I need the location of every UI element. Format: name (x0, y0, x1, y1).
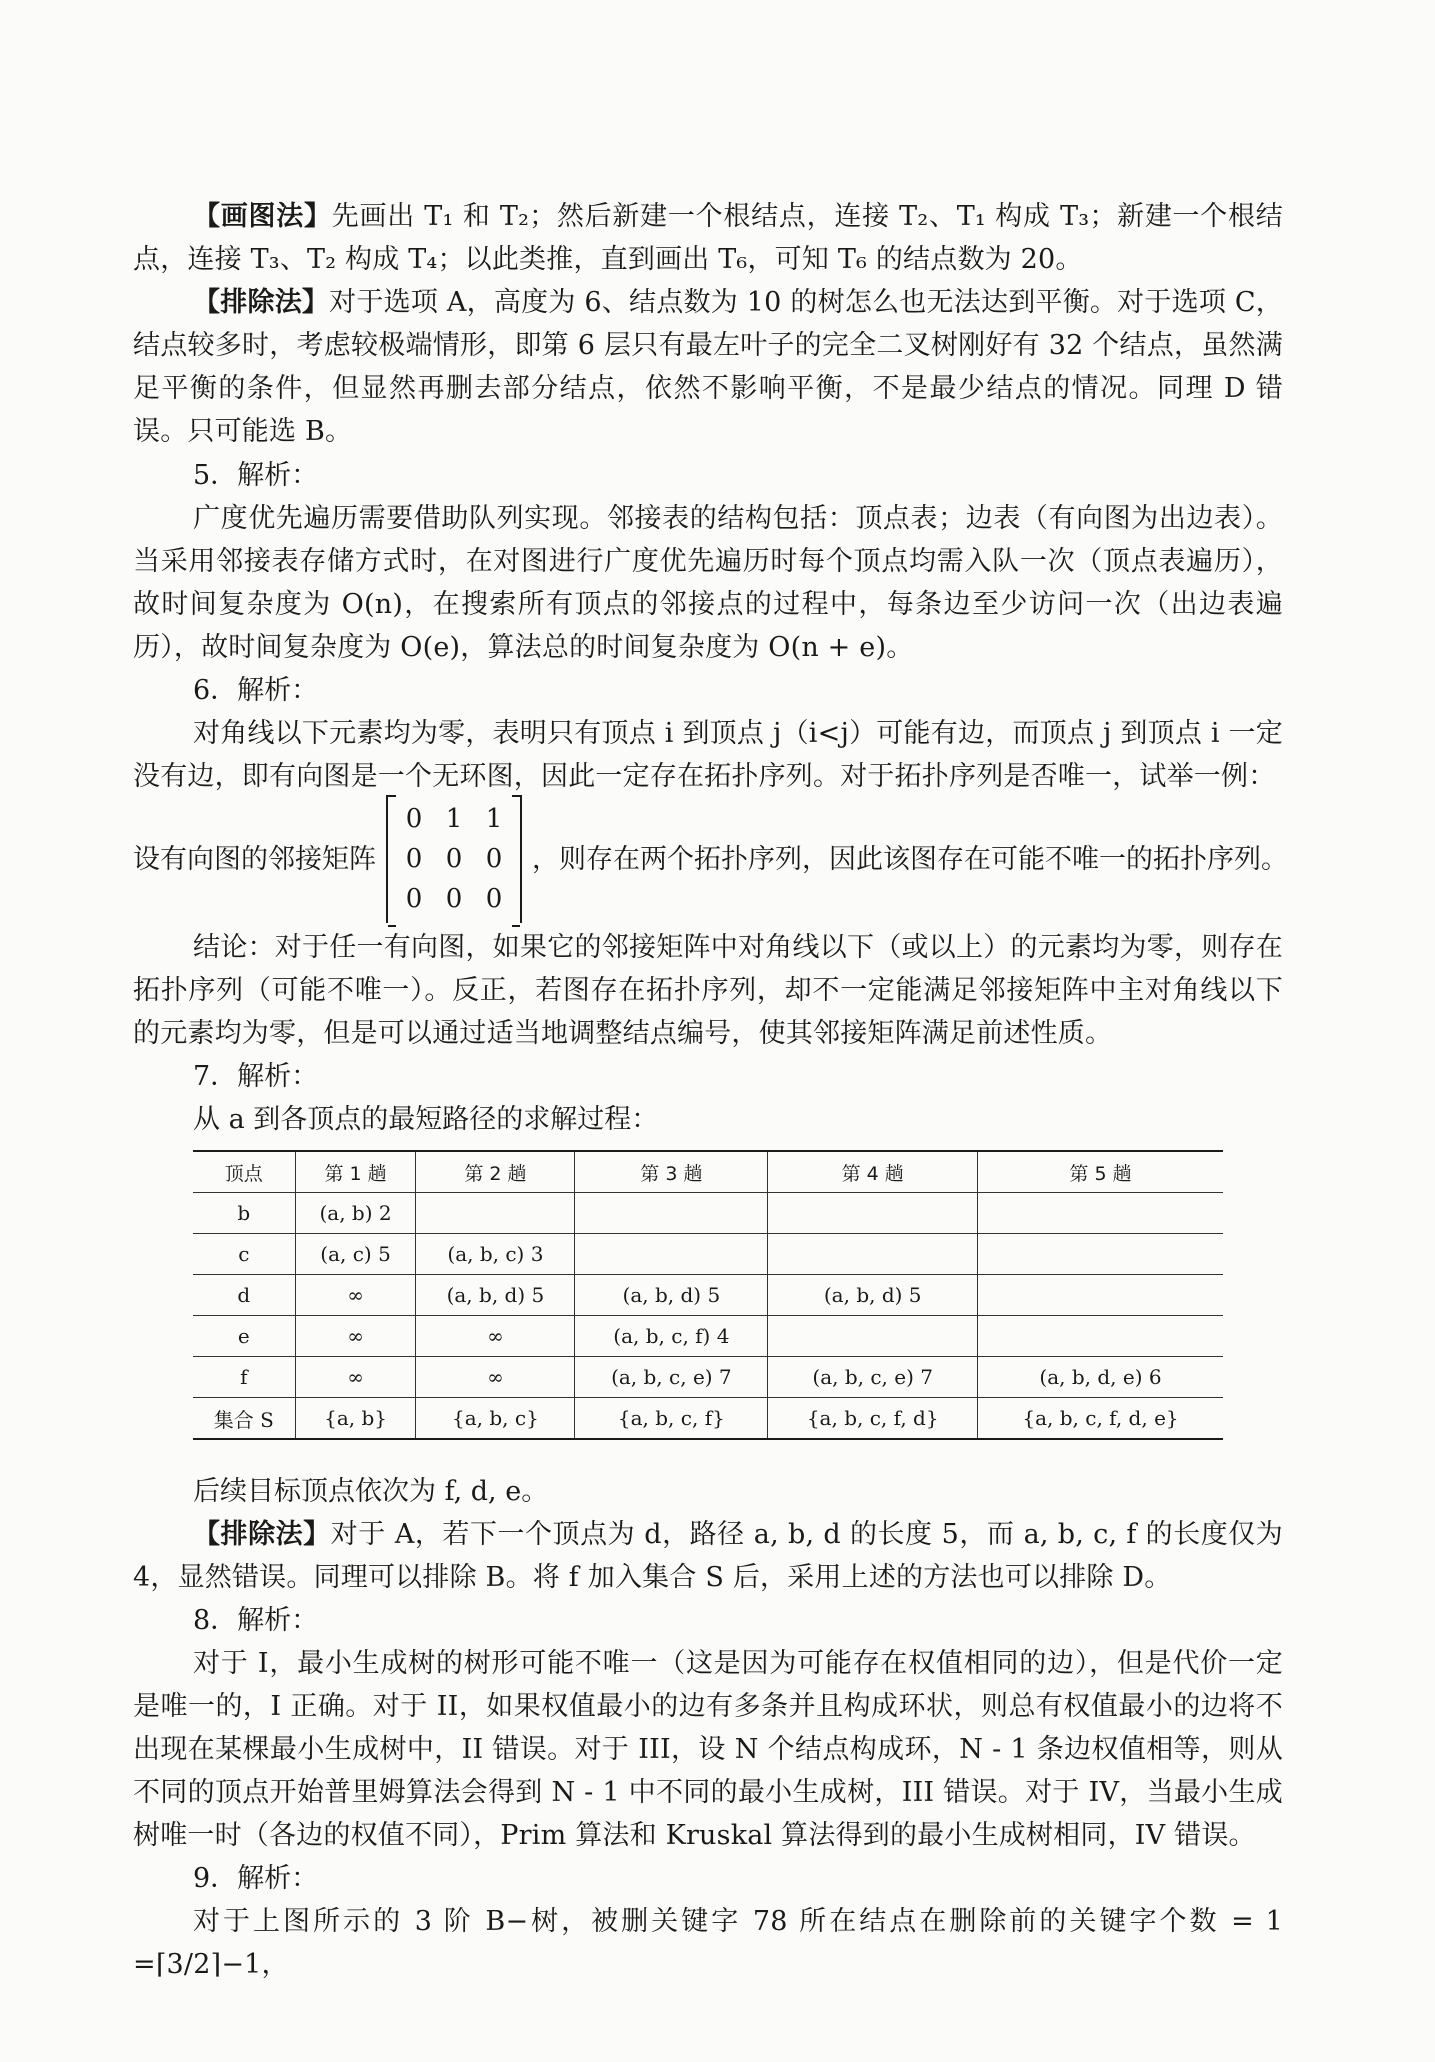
matrix-lead-text: 设有向图的邻接矩阵 (133, 843, 376, 875)
table-cell: ∞ (295, 1316, 416, 1357)
section-heading-8: 8．解析： (193, 1605, 319, 1636)
matrix-cell: 1 (485, 804, 503, 834)
section-heading-9: 9．解析： (193, 1863, 319, 1894)
matrix-cell: 1 (445, 804, 463, 834)
shortest-path-table (193, 1150, 1223, 1440)
paragraph-drawing-method (133, 195, 1283, 281)
table-cell: (a, b, d) 5 (416, 1275, 575, 1316)
matrix-cell: 0 (405, 844, 423, 874)
table-header-cell: 第 5 趟 (978, 1151, 1223, 1193)
table-cell: (a, b, c) 3 (416, 1234, 575, 1275)
paragraph-8: 对于 I，最小生成树的树形可能不唯一（这是因为可能存在权值相同的边），但是代价一定是唯一的，I 正确。对于 II，如果权值最小的边有多条并且构成环状，则总有权值最小的边将不出现在某棵最小生成树中，II 错误。对于 III，设 N 个结点构成环，N - 1 条边权值相等，则从不同的顶点开始普里姆算法会得到 N - 1 中不同的最小生成树，III 错误。对于 IV，当最小生成树唯一时（各边的权值不同），Prim 算法和 Kruskal 算法得到的最小生成树相同，IV 错误。 (133, 1648, 1283, 1851)
table-cell: {a, b, c, f, d} (768, 1398, 978, 1440)
matrix-cell: 0 (445, 844, 463, 874)
table-header-cell: 第 1 趟 (295, 1151, 416, 1193)
table-header-cell: 第 4 趟 (768, 1151, 978, 1193)
table-row (193, 1275, 1223, 1316)
table-cell: ∞ (295, 1275, 416, 1316)
paragraph-9: 对于上图所示的 3 阶 B−树，被删关键字 78 所在结点在删除前的关键字个数 = 1 =⌈3/2⌉−1， (133, 1906, 1283, 1980)
paragraph-5: 广度优先遍历需要借助队列实现。邻接表的结构包括：顶点表；边表（有向图为出边表）。当采用邻接表存储方式时，在对图进行广度优先遍历时每个顶点均需入队一次（顶点表遍历），故时间复杂度为 O(n)，在搜索所有顶点的邻接点的过程中，每条边至少访问一次（出边表遍历），故时间复杂度为 O(e)，算法总的时间复杂度为 O(n + e)。 (133, 503, 1283, 663)
table-cell (768, 1193, 978, 1234)
paragraph-7-elimination (133, 1513, 1283, 1599)
table-header-cell: 顶点 (193, 1151, 295, 1193)
table-cell: (a, b, d, e) 6 (978, 1357, 1223, 1398)
matrix-cell: 0 (485, 844, 503, 874)
table-cell (768, 1316, 978, 1357)
table-cell (978, 1234, 1223, 1275)
table-cell: d (193, 1275, 295, 1316)
table-cell: f (193, 1357, 295, 1398)
table-cell (978, 1193, 1223, 1234)
table-cell: ∞ (416, 1357, 575, 1398)
table-cell: (a, b, c, e) 7 (575, 1357, 768, 1398)
table-cell: (a, b) 2 (295, 1193, 416, 1234)
method-tag: 【画图法】 (193, 201, 332, 232)
matrix-example-row (133, 795, 1288, 923)
table-cell: (a, b, d) 5 (768, 1275, 978, 1316)
table-cell: (a, b, d) 5 (575, 1275, 768, 1316)
adjacency-matrix (386, 795, 522, 923)
table-cell: (a, b, c, e) 7 (768, 1357, 978, 1398)
table-header-cell: 第 2 趟 (416, 1151, 575, 1193)
table-header-row (193, 1151, 1223, 1193)
paragraph-6: 对角线以下元素均为零，表明只有顶点 i 到顶点 j（i<j）可能有边，而顶点 j 到顶点 i 一定没有边，即有向图是一个无环图，因此一定存在拓扑序列。对于拓扑序列是否唯一，试举一例： (133, 718, 1283, 792)
table-cell: (a, c) 5 (295, 1234, 416, 1275)
paragraph-7-intro: 从 a 到各顶点的最短路径的求解过程： (193, 1104, 659, 1135)
paragraph-text: 先画出 T₁ 和 T₂；然后新建一个根结点，连接 T₂、T₁ 构成 T₃；新建一个根结点，连接 T₃、T₂ 构成 T₄；以此类推，直到画出 T₆，可知 T₆ 的结点数为 20。 (133, 201, 1283, 275)
table-cell: ∞ (295, 1357, 416, 1398)
table-row (193, 1398, 1223, 1440)
section-heading-7: 7．解析： (193, 1061, 319, 1092)
method-tag: 【排除法】 (193, 287, 330, 318)
matrix-cell: 0 (485, 884, 503, 914)
matrix-cell: 0 (445, 884, 463, 914)
table-cell: {a, b, c, f, d, e} (978, 1398, 1223, 1440)
table-cell: b (193, 1193, 295, 1234)
paragraph-text: 对于选项 A，高度为 6、结点数为 10 的树怎么也无法达到平衡。对于选项 C，结点较多时，考虑较极端情形，即第 6 层只有最左叶子的完全二叉树刚好有 32 个结点，虽然满足平衡的条件，但显然再删去部分结点，依然不影响平衡，不是最少结点的情况。同理 D 错误。只可能选 B。 (133, 287, 1284, 447)
table-cell (575, 1234, 768, 1275)
method-tag: 【排除法】 (193, 1519, 331, 1550)
table-cell (575, 1193, 768, 1234)
table-row (193, 1234, 1223, 1275)
table-cell: {a, b} (295, 1398, 416, 1440)
table-row (193, 1316, 1223, 1357)
paragraph-7-followup: 后续目标顶点依次为 f, d, e。 (193, 1476, 549, 1507)
table-cell: c (193, 1234, 295, 1275)
table-cell: (a, b, c, f) 4 (575, 1316, 768, 1357)
table-cell: {a, b, c} (416, 1398, 575, 1440)
matrix-cell: 0 (405, 804, 423, 834)
table-cell (768, 1234, 978, 1275)
table-cell (416, 1193, 575, 1234)
table-cell: {a, b, c, f} (575, 1398, 768, 1440)
table-cell: e (193, 1316, 295, 1357)
table-cell (978, 1316, 1223, 1357)
paragraph-6-conclusion: 结论：对于任一有向图，如果它的邻接矩阵中对角线以下（或以上）的元素均为零，则存在拓扑序列（可能不唯一）。反正，若图存在拓扑序列，却不一定能满足邻接矩阵中主对角线以下的元素均为零，但是可以通过适当地调整结点编号，使其邻接矩阵满足前述性质。 (133, 932, 1283, 1049)
paragraph-text: 对于 A，若下一个顶点为 d，路径 a, b, d 的长度 5，而 a, b, c, f 的长度仅为 4，显然错误。同理可以排除 B。将 f 加入集合 S 后，采用上述的方法也可以排除 D。 (133, 1519, 1283, 1593)
table-row (193, 1193, 1223, 1234)
table-cell: 集合 S (193, 1398, 295, 1440)
section-heading-5: 5．解析： (193, 460, 319, 491)
table-header-cell: 第 3 趟 (575, 1151, 768, 1193)
paragraph-elimination-method (133, 281, 1283, 453)
table-row (193, 1357, 1223, 1398)
section-heading-6: 6．解析： (193, 675, 319, 706)
matrix-cell: 0 (405, 884, 423, 914)
table-cell: ∞ (416, 1316, 575, 1357)
matrix-trail-text: ，则存在两个拓扑序列，因此该图存在可能不唯一的拓扑序列。 (532, 843, 1288, 875)
table-cell (978, 1275, 1223, 1316)
